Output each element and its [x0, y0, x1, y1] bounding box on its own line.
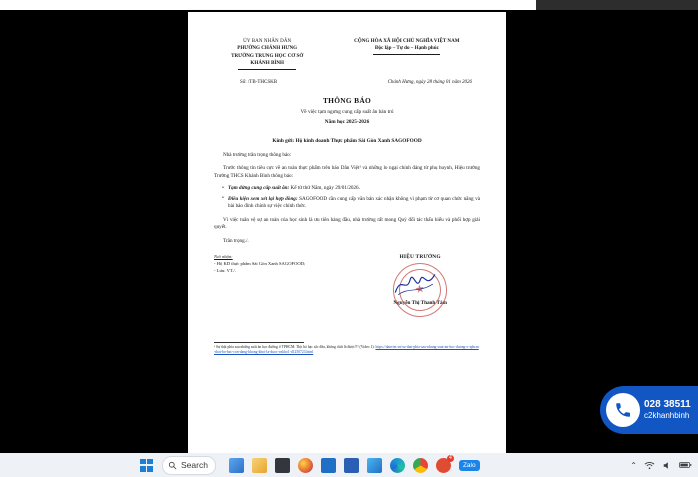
list-item	[228, 196, 480, 211]
document-school-year: Năm học 2025-2026	[324, 118, 370, 125]
document-title: THÔNG BÁO	[322, 96, 372, 106]
bullet-1-lead: Tạm dừng cung cấp suất ăn:	[228, 185, 290, 192]
chrome-icon[interactable]	[413, 458, 428, 473]
paragraph-1: Trước thông tin tiêu cực về an toàn thực phẩm trên báo Dân Việt¹ và những lo ngại chính đáng từ phụ huynh, Hiệu trưởng Trường THCS Khánh Bình thông báo:	[214, 165, 480, 179]
document-number: Số: /TB-THCSKB	[240, 79, 278, 85]
footnote-link[interactable]: https://danviet.vn/su-that-phia-sau-nhung-suat-an-hoc-duong-o-tphcm-that-bo-bac-con-dang-khong-khoi-la-duoc-vakho1-d1250723.html	[214, 345, 479, 355]
document-content	[188, 12, 506, 355]
signature-area	[214, 254, 480, 307]
word-icon[interactable]	[344, 458, 359, 473]
document-number-row	[214, 79, 480, 86]
firefox-icon[interactable]	[298, 458, 313, 473]
footnote-divider	[214, 342, 304, 343]
contact-phone: 028 38511	[644, 398, 691, 410]
notepad-icon[interactable]	[275, 458, 290, 473]
header-right-divider	[373, 54, 440, 55]
document-subtitle: Về việc tạm ngưng cung cấp suất ăn bán trú	[300, 109, 394, 116]
phone-icon	[606, 393, 640, 427]
document-title-block	[214, 96, 480, 126]
contact-label: c2khanhbinh	[644, 411, 690, 421]
signature-block	[360, 254, 480, 307]
document-page[interactable]	[188, 12, 506, 454]
list-item	[228, 185, 480, 192]
contact-widget[interactable]	[600, 386, 698, 434]
battery-icon[interactable]	[679, 461, 692, 469]
system-tray	[630, 461, 692, 470]
header-left-block	[214, 38, 320, 70]
widgets-icon[interactable]	[229, 458, 244, 473]
browser-top-strip-dark	[536, 0, 698, 10]
start-button-icon[interactable]	[140, 459, 153, 472]
notes-title: Nơi nhận:	[214, 254, 233, 260]
handwritten-signature-icon	[391, 268, 439, 298]
footnote-text: ¹ Sự thật phía sau những suất ăn học đường ở TPHCM: Thịt bò bạc sắc đâu, không chất là được!!!	[214, 345, 359, 349]
search-placeholder-text: Search	[181, 460, 208, 470]
issuing-authority-line3: TRƯỜNG TRUNG HỌC CƠ SỞ	[231, 52, 304, 59]
header-left-divider	[238, 69, 295, 70]
place-and-date: Chánh Hưng, ngày 28 tháng 01 năm 2026	[387, 79, 472, 85]
document-recipient: Kính gửi: Hộ kinh doanh Thực phẩm Sài Gòn Xanh SAGOFOOD	[272, 138, 422, 145]
edge-icon[interactable]	[390, 458, 405, 473]
paragraph-intro: Nhà trường trân trọng thông báo:	[223, 151, 292, 158]
footnote-video-label: (Video 1):	[359, 345, 375, 349]
outlook-icon[interactable]	[321, 458, 336, 473]
bullet-2-lead: Điều kiện xem xét lại hợp đồng:	[228, 195, 298, 202]
chevron-up-icon[interactable]: ⌃	[630, 460, 637, 470]
closing-line: Trân trọng./.	[223, 237, 249, 244]
notification-app-icon[interactable]	[436, 455, 452, 473]
national-title: CỘNG HÒA XÃ HỘI CHỦ NGHĨA VIỆT NAM	[354, 38, 460, 44]
windows-taskbar[interactable]	[0, 453, 698, 477]
recipients-notes	[214, 254, 347, 307]
issuing-authority-line1: ỦY BAN NHÂN DÂN	[243, 39, 292, 44]
header-right-block	[334, 38, 480, 55]
national-motto: Độc lập – Tự do – Hạnh phúc	[374, 45, 439, 52]
notification-badge: 4	[448, 455, 452, 461]
taskbar-app-icons	[229, 455, 480, 473]
search-input[interactable]	[162, 456, 216, 475]
conditions-list	[214, 185, 480, 210]
paragraph-2: Vì việc tuân vệ sự an toàn của học sinh là ưu tiên hàng đầu, nhà trường rất mong Quý đối tác thấu hiểu và phối hợp giải quyết.	[214, 216, 480, 231]
notes-line-1: - Hộ KD thực phẩm Sài Gòn Xanh SAGOFOOD;	[214, 260, 306, 266]
taskbar-center-group	[140, 453, 480, 477]
search-icon	[168, 461, 177, 470]
notes-line-2: - Lưu: VT./.	[214, 267, 236, 273]
signer-name: Nguyễn Thị Thanh Tâm	[393, 299, 447, 306]
stamp-star-icon: ★	[414, 282, 426, 297]
issuing-authority-line2: PHƯỜNG CHÁNH HƯNG	[237, 45, 298, 52]
zalo-icon[interactable]: Zalo	[459, 460, 480, 471]
document-header	[214, 38, 480, 70]
microsoft-store-icon[interactable]	[367, 458, 382, 473]
footnote	[214, 342, 480, 356]
signer-title: HIỆU TRƯỞNG	[399, 254, 441, 261]
bullet-1-text: Kể từ thứ Năm, ngày 29/01/2026.	[289, 185, 360, 192]
volume-icon[interactable]	[662, 461, 672, 470]
file-explorer-icon[interactable]	[252, 458, 267, 473]
bullet-2-text: SAGOFOOD cần cung cấp văn bản xác nhận không vi phạm từ cơ quan chức năng và bài báo đính chính sự việc chính thức.	[228, 195, 480, 210]
contact-text-block	[644, 399, 691, 422]
issuing-authority-line4: KHÁNH BÌNH	[250, 60, 284, 66]
network-icon[interactable]	[644, 461, 655, 470]
